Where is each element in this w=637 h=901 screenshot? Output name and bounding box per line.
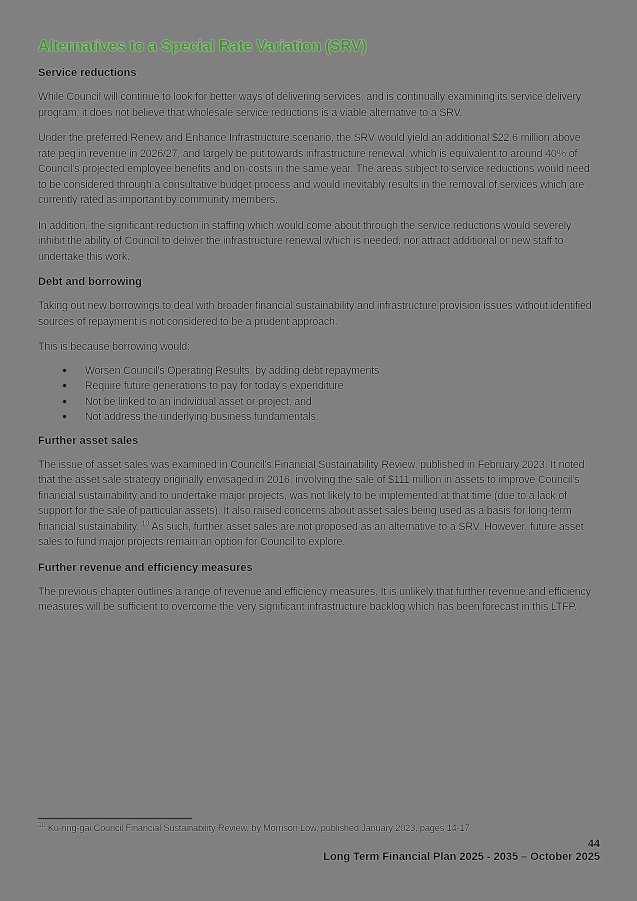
paragraph: While Council will continue to look for better ways of delivering services, and is continually examining its service delivery program, it does not believe that wholesale service reductions is a viable alternative to a SRV. xyxy=(38,91,581,119)
paragraph: In addition, the significant reduction in staffing which would come about through the service reductions would severely inhibit the ability of Council to deliver the infrastructure renewal which is needed, nor attract additional or new staff to undertake this work. xyxy=(38,219,572,263)
heading-further-asset-sales: Further asset sales xyxy=(38,434,139,447)
paragraph xyxy=(38,458,600,551)
footnote-reference[interactable]: 10 xyxy=(141,519,150,527)
list-item: • Not be linked to an individual asset or project, and xyxy=(76,395,600,411)
paragraph: This is because borrowing would: xyxy=(38,341,190,353)
list-item: • Require future generations to pay for today's expenditure xyxy=(76,379,600,395)
heading-service-reductions: Service reductions xyxy=(38,67,137,79)
page-content xyxy=(38,38,600,626)
heading-debt-and-borrowing: Debt and borrowing xyxy=(38,276,142,288)
borrowing-reasons-list xyxy=(38,364,600,426)
list-item: • Not address the underlying business fundamentals. xyxy=(76,410,600,426)
paragraph: Under the preferred Renew and Enhance Infrastructure scenario, the SRV would yield an additional $22.6 million above rate peg in revenue in 2026/27, and largely be put towards infrastructure renewal, which is equivalent to around 40% of Council's projected employee benefits and on-costs in the same year. The areas subject to service reductions would need to be considered through a consultative budget process and would inevitably results in the removal of services which are currently rated as important by community members. xyxy=(38,132,590,206)
paragraph-text: The issue of asset sales was examined in Council's Financial Sustainability Review, published in February 2023. It noted that the asset sale strategy originally envisaged in 2016, involving the sale of $111 million in assets to improve Council's financial sustainability and to undertake major projects, was not likely to be implemented at that time (due to a lack of support for the sale of particular assets). It also raised concerns about asset sales being used as a basis for long-term financial sustainability. xyxy=(38,458,585,533)
page-number: 44 xyxy=(587,838,600,850)
list-item: • Worsen Council's Operating Results, by adding debt repayments xyxy=(76,364,600,380)
heading-further-revenue: Further revenue and efficiency measures xyxy=(38,561,253,574)
footnote-divider xyxy=(38,818,192,819)
paragraph-text: As such, further asset sales are not proposed as an alternative to a SRV. However, future asset sales to fund major projects remain an option for Council to explore. xyxy=(38,520,584,548)
footer-title: Long Term Financial Plan 2025 - 2035 – October 2025 xyxy=(323,851,600,863)
footnote-text: Ku-ring-gai Council Financial Sustainability Review, by Morrison Low, published January 2023, pages 14-17 xyxy=(45,823,470,833)
paragraph: The previous chapter outlines a range of revenue and efficiency measures. It is unlikely that further revenue and efficiency measures will be sufficient to overcome the very significant infrastructure backlog which has been forecast in this LTFP. xyxy=(38,585,591,613)
footnote xyxy=(38,823,469,833)
footnote-number: 10 xyxy=(38,821,46,829)
page-title: Alternatives to a Special Rate Variation (SRV) xyxy=(38,38,367,55)
paragraph: Taking out new borrowings to deal with broader financial sustainability and infrastructure provision issues without identified sources of repayment is not considered to be a prudent approach. xyxy=(38,300,592,328)
